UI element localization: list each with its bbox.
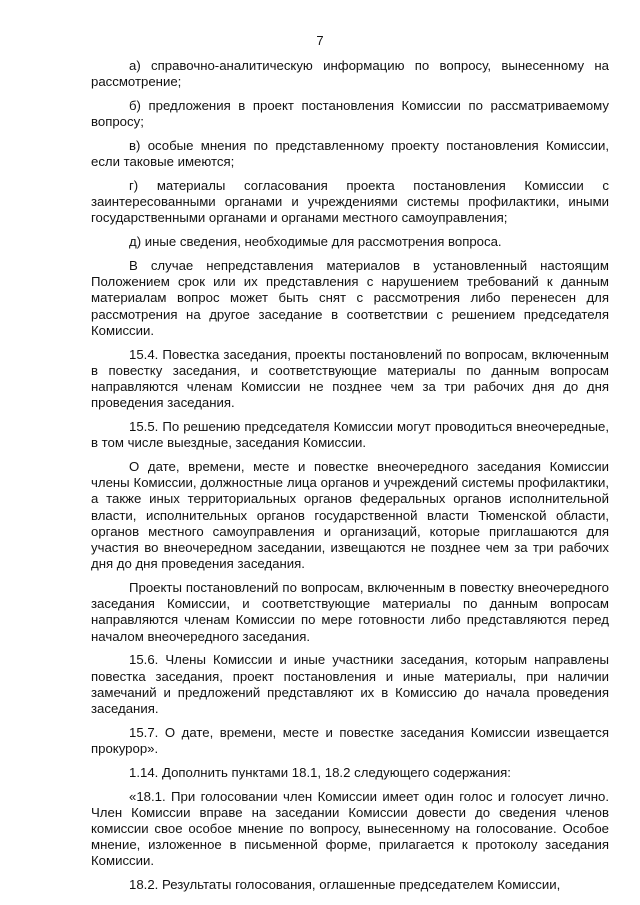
paragraph-18-2: 18.2. Результаты голосования, оглашенные председателем Комиссии,: [129, 877, 561, 893]
paragraph-1-14: 1.14. Дополнить пунктами 18.1, 18.2 следующего содержания:: [129, 764, 511, 780]
paragraph-item-d: д) иные сведения, необходимые для рассмотрения вопроса.: [129, 234, 502, 250]
paragraph-15-6: 15.6. Члены Комиссии и иные участники заседания, которым направлены повестка заседания, проект постановления и иные материалы, при наличии замечаний и предложений представляют их в Комиссию до начала проведения заседания.: [91, 652, 609, 717]
paragraph-extraordinary-drafts: Проекты постановлений по вопросам, включенным в повестку внеочередного заседания Комиссии, и соответствующие материалы по данным вопросам направляются членам Комиссии по мере готовности либо представляются перед началом внеочередного заседания.: [91, 580, 609, 644]
document-body: [91, 58, 609, 893]
paragraph-extraordinary-notice: О дате, времени, месте и повестке внеочередного заседания Комиссии члены Комиссии, должностные лица органов и учреждений системы профилактики, а также иных территориальных органов федеральных органов исполнительной власти, исполнительных органов государственной власти Тюменской области, органов местного самоуправления и организаций, которые приглашаются для участия во внеочередном заседании, извещаются не позднее чем за три рабочих дня до дня проведения заседания.: [91, 459, 609, 572]
paragraph-15-4: 15.4. Повестка заседания, проекты постановлений по вопросам, включенным в повестку заседания, и соответствующие материалы по данным вопросам направляются членам Комиссии не позднее чем за три рабочих дня до дня проведения заседания.: [91, 346, 609, 411]
page-number: 7: [316, 33, 324, 48]
paragraph-missing-materials: В случае непредставления материалов в установленный настоящим Положением срок или их представления с нарушением требований к данным материалам вопрос может быть снят с рассмотрения либо перенесен для рассмотрения на другое заседание в соответствии с решением председателя Комиссии.: [91, 258, 609, 338]
paragraph-item-b: б) предложения в проект постановления Комиссии по рассматриваемому вопросу;: [91, 98, 609, 130]
paragraph-15-5: 15.5. По решению председателя Комиссии могут проводиться внеочередные, в том числе выездные, заседания Комиссии.: [91, 419, 609, 451]
paragraph-item-g: г) материалы согласования проекта постановления Комиссии с заинтересованными органами и учреждениями системы профилактики, иными государственными органами и органами местного самоуправления;: [91, 178, 609, 226]
paragraph-item-v: в) особые мнения по представленному проекту постановления Комиссии, если таковые имеются;: [91, 138, 609, 170]
paragraph-item-a: а) справочно-аналитическую информацию по вопросу, вынесенному на рассмотрение;: [91, 58, 609, 90]
paragraph-18-1: «18.1. При голосовании член Комиссии имеет один голос и голосует лично. Член Комиссии вправе на заседании Комиссии довести до сведения членов комиссии свое особое мнение по вопросу, вынесенному на голосование. Особое мнение, изложенное в письменной форме, прилагается к протоколу заседания Комиссии.: [91, 788, 609, 869]
paragraph-15-7: 15.7. О дате, времени, месте и повестке заседания Комиссии извещается прокурор».: [91, 724, 609, 757]
